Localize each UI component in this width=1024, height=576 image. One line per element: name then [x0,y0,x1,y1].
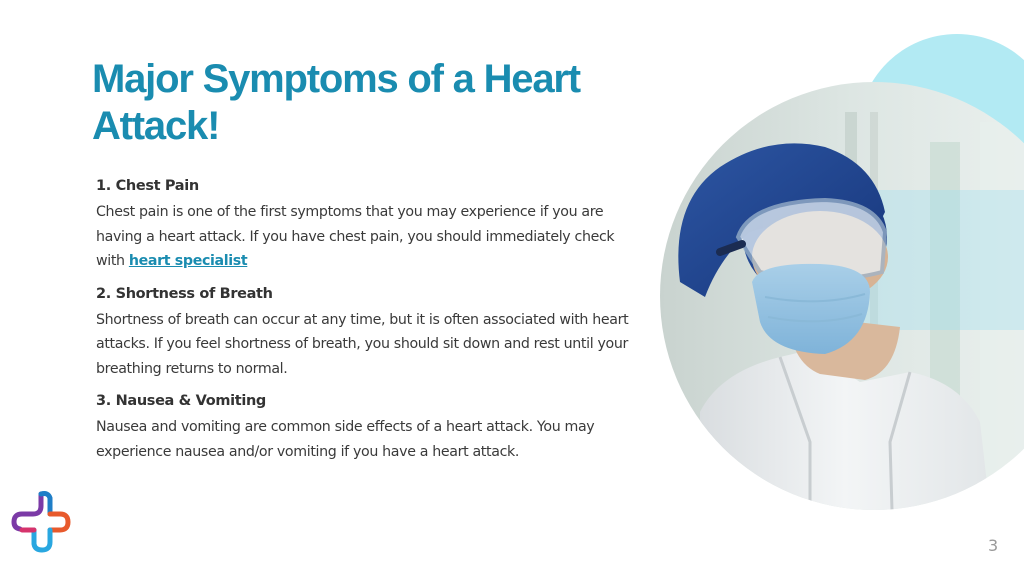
page-title: Major Symptoms of a Heart Attack! [92,57,580,148]
chest-pain-text: Chest pain is one of the first symptoms that you may experience if you are having a heart attack. If you have chest pain, you should immediately check with [96,204,615,269]
section-text-chest-pain [96,200,641,274]
doctor-in-protective-gear-photo [660,82,1024,510]
section-heading-shortness-of-breath: 2. Shortness of Breath [96,285,273,302]
page-number: 3 [988,536,999,555]
section-text-shortness-of-breath: Shortness of breath can occur at any time, but it is often associated with heart attacks. If you feel shortness of breath, you should sit down and rest until your breathing returns to normal. [96,311,629,377]
section-heading-nausea-vomiting: 3. Nausea & Vomiting [96,393,266,409]
section-text-nausea-vomiting: Nausea and vomiting are common side effects of a heart attack. You may experience nausea and/or vomiting if you have a heart attack. [96,419,595,460]
heart-specialist-link[interactable]: heart specialist [128,253,248,269]
section-heading-chest-pain: 1. Chest Pain [96,178,199,194]
symptoms-content [96,172,641,470]
medical-cross-logo-icon [8,488,74,554]
doctor-photo [660,82,1024,510]
